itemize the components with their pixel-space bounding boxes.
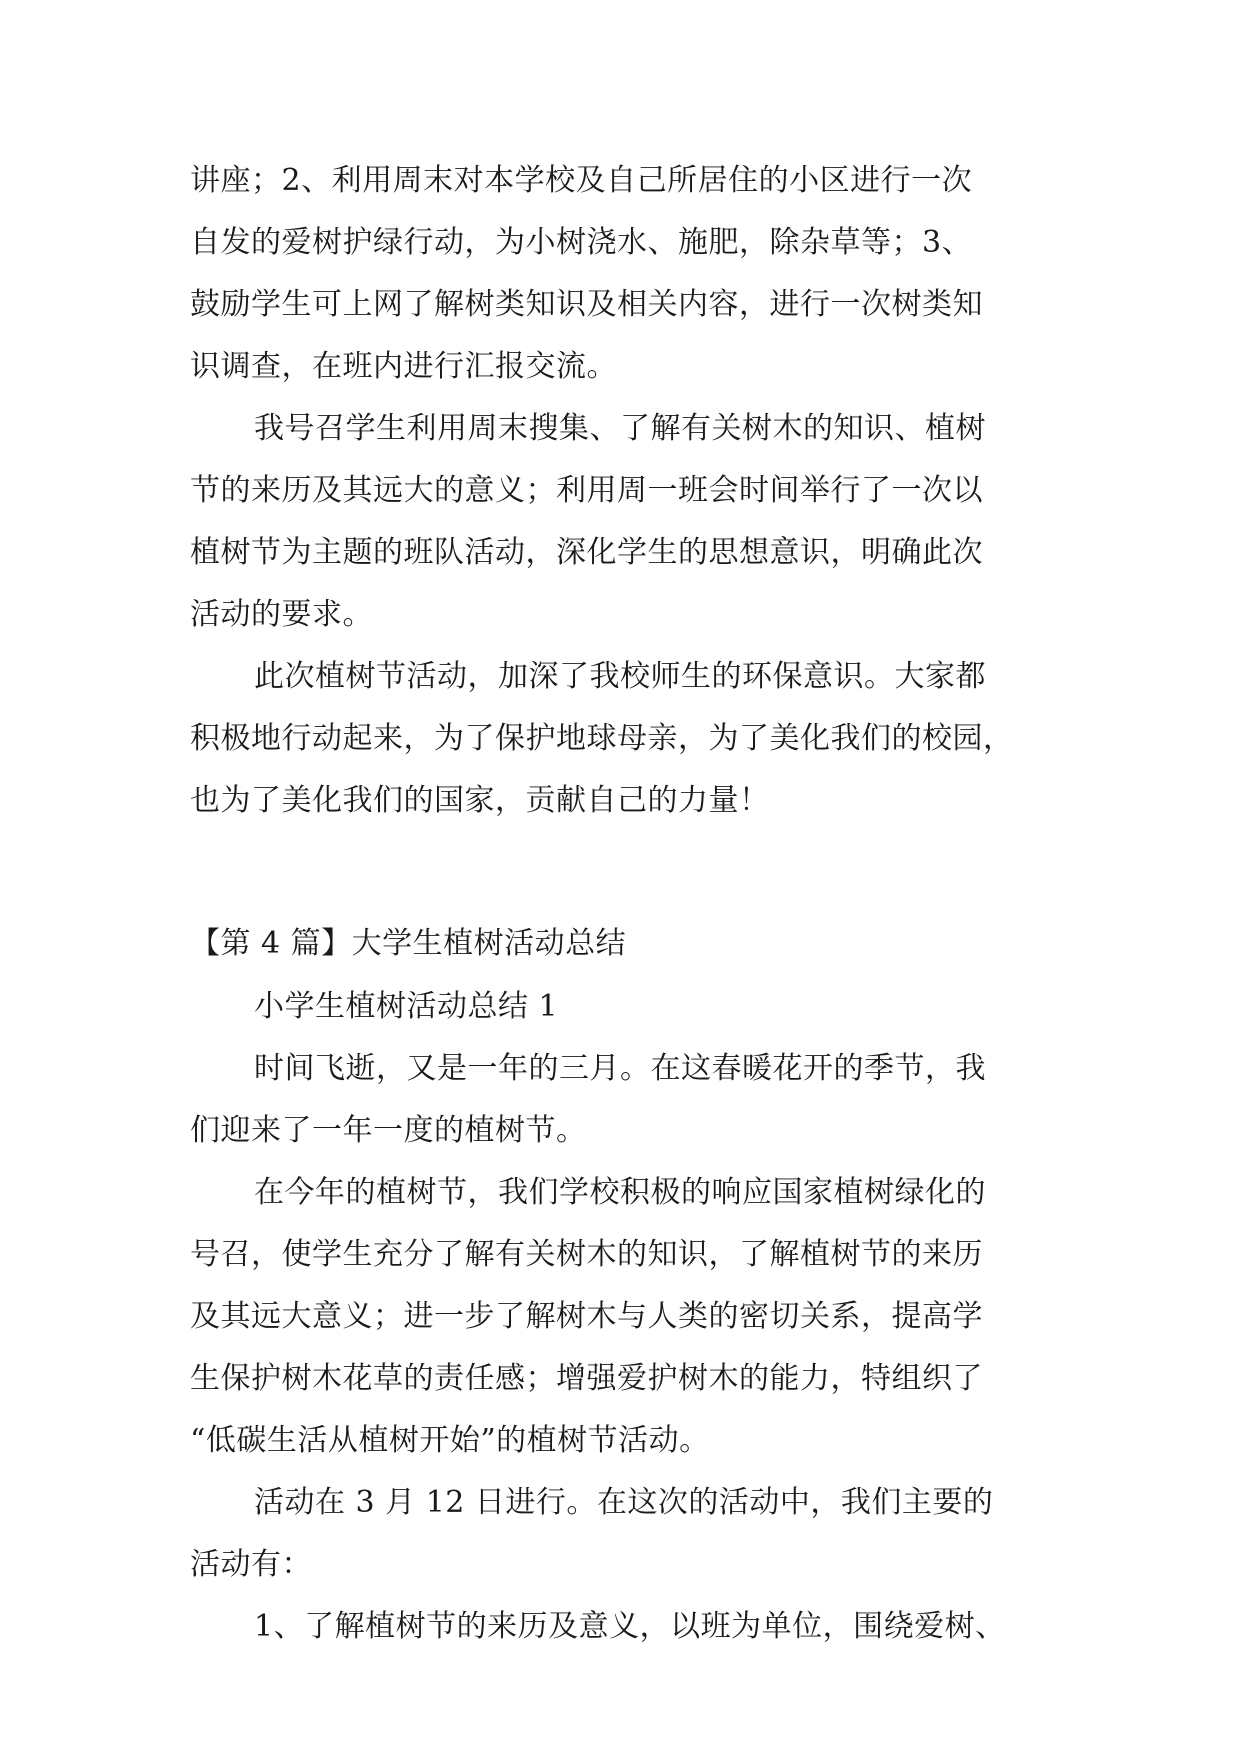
paragraph <box>190 1162 1056 1472</box>
text-line: 识调查，在班内进行汇报交流。 <box>190 349 617 384</box>
document-page <box>190 150 1056 1658</box>
text-line: 我号召学生利用周末搜集、了解有关树木的知识、植树 <box>254 411 986 446</box>
section-continuation <box>190 150 1056 832</box>
text-line: 讲座；2、利用周末对本学校及自己所居住的小区进行一次 <box>190 163 973 198</box>
text-line: 节的来历及其远大的意义；利用周一班会时间举行了一次以 <box>190 473 983 508</box>
paragraph <box>190 150 1056 398</box>
text-line: 植树节为主题的班队活动，深化学生的思想意识，明确此次 <box>190 535 983 570</box>
text-line: 自发的爱树护绿行动，为小树浇水、施肥，除杂草等；3、 <box>190 225 973 260</box>
text-line: 1、了解植树节的来历及意义，以班为单位，围绕爱树、 <box>254 1609 1006 1644</box>
paragraph <box>190 1596 1056 1658</box>
text-line: 们迎来了一年一度的植树节。 <box>190 1113 587 1148</box>
text-line: 活动的要求。 <box>190 597 373 632</box>
text-line: 在今年的植树节，我们学校积极的响应国家植树绿化的 <box>254 1175 986 1210</box>
text-line: 也为了美化我们的国家，贡献自己的力量！ <box>190 783 770 818</box>
paragraph <box>190 646 1056 832</box>
article-subtitle: 小学生植树活动总结 1 <box>254 989 559 1024</box>
text-line: 及其远大意义；进一步了解树木与人类的密切关系，提高学 <box>190 1299 983 1334</box>
text-line: 时间飞逝，又是一年的三月。在这春暖花开的季节，我 <box>254 1051 986 1086</box>
section-spacer <box>190 832 1056 912</box>
text-line: 号召，使学生充分了解有关树木的知识，了解植树节的来历 <box>190 1237 983 1272</box>
section-article-4 <box>190 912 1056 1658</box>
text-line: 鼓励学生可上网了解树类知识及相关内容，进行一次树类知 <box>190 287 983 322</box>
text-line: 积极地行动起来，为了保护地球母亲，为了美化我们的校园， <box>190 721 1014 756</box>
paragraph <box>190 398 1056 646</box>
text-line: 生保护树木花草的责任感；增强爱护树木的能力，特组织了 <box>190 1361 983 1396</box>
paragraph <box>190 1472 1056 1596</box>
paragraph <box>190 1038 1056 1162</box>
text-line: 活动有： <box>190 1547 312 1582</box>
text-line: “低碳生活从植树开始”的植树节活动。 <box>190 1423 710 1458</box>
text-line: 活动在 3 月 12 日进行。在这次的活动中，我们主要的 <box>254 1485 994 1520</box>
article-heading: 【第 4 篇】大学生植树活动总结 <box>190 926 627 961</box>
text-line: 此次植树节活动，加深了我校师生的环保意识。大家都 <box>254 659 986 694</box>
